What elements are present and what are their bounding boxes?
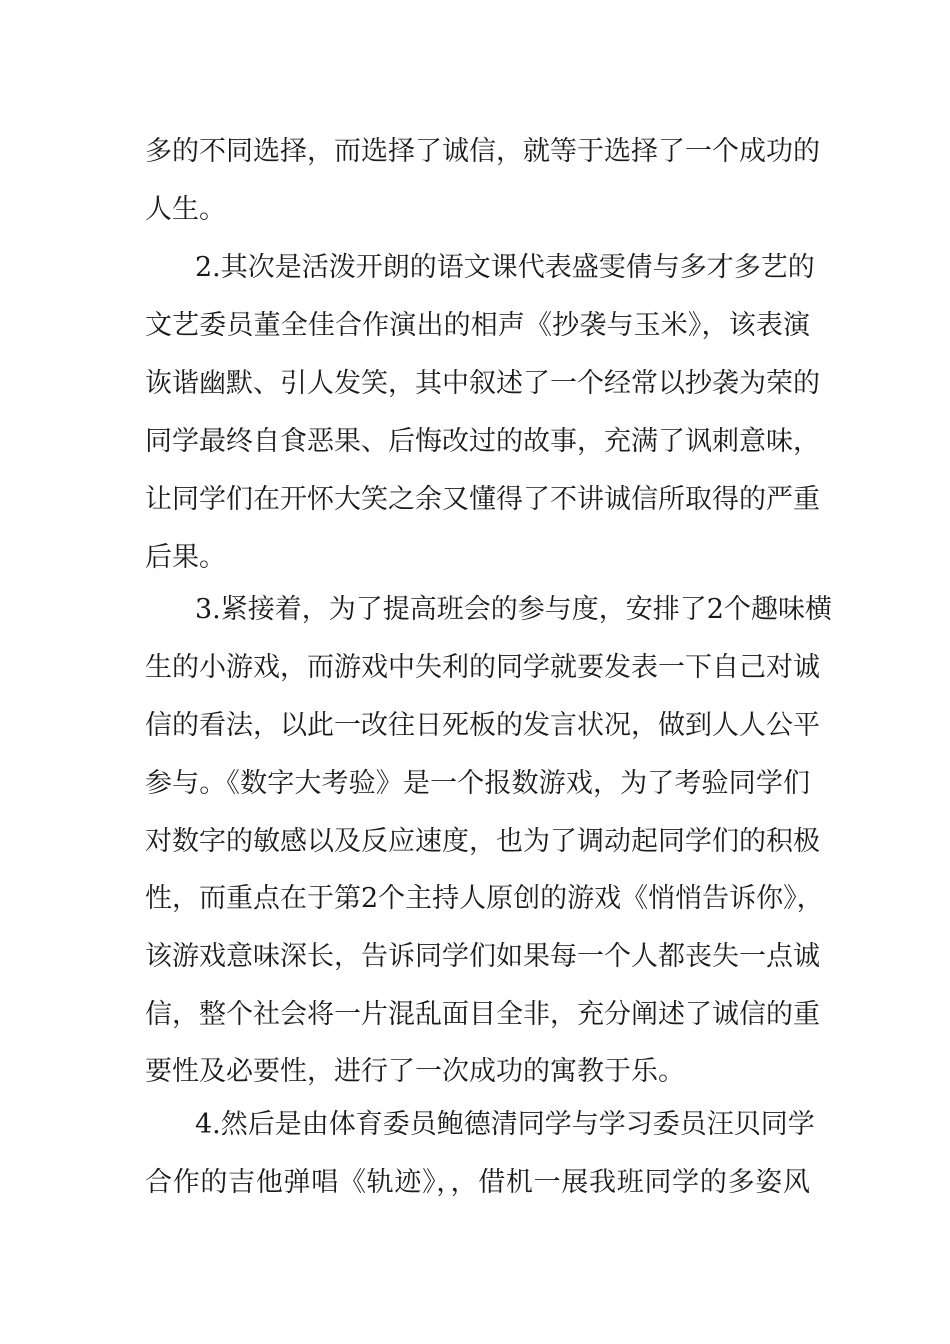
text-line: 信，整个社会将一片混乱面目全非，充分阐述了诚信的重 [145,999,820,1030]
text-line: 文艺委员董全佳合作演出的相声《抄袭与玉米》，该表演 [145,310,810,341]
text-line: 同学最终自食恶果、后悔改过的故事，充满了讽刺意味， [145,426,820,457]
text-line: 该游戏意味深长，告诉同学们如果每一个人都丧失一点诚 [145,941,820,972]
text-line: 多的不同选择，而选择了诚信，就等于选择了一个成功的 [145,136,820,167]
text-line: 3.紧接着，为了提高班会的参与度，安排了2个趣味横 [195,594,832,625]
text-line: 生的小游戏，而游戏中失利的同学就要发表一下自己对诚 [145,652,820,683]
text-line: 后果。 [145,542,226,573]
text-line: 信的看法，以此一改往日死板的发言状况，做到人人公平 [145,710,820,741]
text-line: 参与。《数字大考验》是一个报数游戏，为了考验同学们 [145,768,810,799]
text-line: 人生。 [145,194,226,225]
text-line: 2.其次是活泼开朗的语文课代表盛雯倩与多才多艺的 [195,252,815,283]
text-line: 让同学们在开怀大笑之余又懂得了不讲诚信所取得的严重 [145,484,820,515]
text-line: 诙谐幽默、引人发笑，其中叙述了一个经常以抄袭为荣的 [145,368,820,399]
text-line: 合作的吉他弹唱《轨迹》，，借机一展我班同学的多姿风 [145,1167,810,1198]
text-line: 对数字的敏感以及反应速度，也为了调动起同学们的积极 [145,826,820,857]
text-line: 4.然后是由体育委员鲍德清同学与学习委员汪贝同学 [195,1109,815,1140]
text-line: 要性及必要性，进行了一次成功的寓教于乐。 [145,1056,685,1087]
text-line: 性，而重点在于第2个主持人原创的游戏《悄悄告诉你》， [145,883,824,914]
